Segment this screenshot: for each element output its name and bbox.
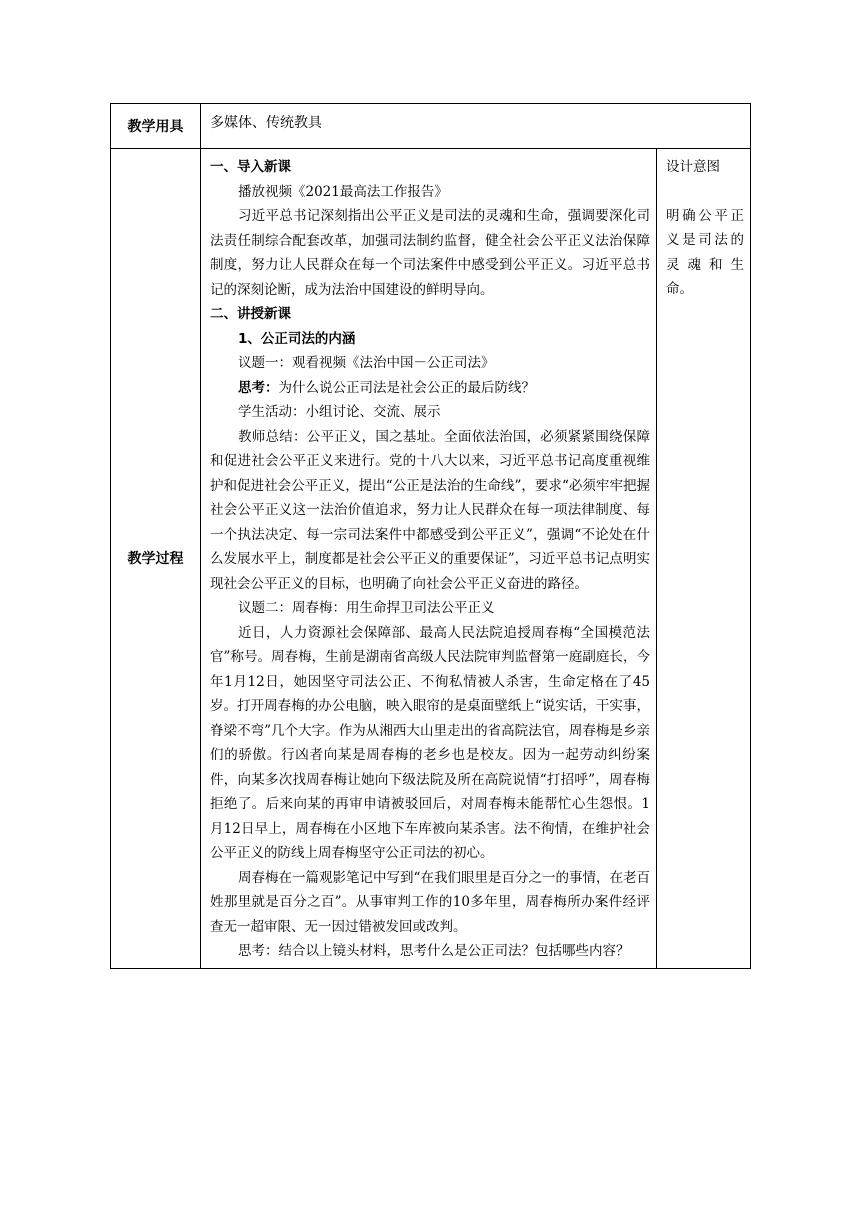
paragraph-intro: 习近平总书记深刻指出公平正义是司法的灵魂和生命，强调要深化司法责任制综合配套改革，加强司法制约监督，健全社会公平正义法治保障制度，努力让人民群众在每一个司法案件中感受到公平正义。习近平总书记的深刻论断，成为法治中国建设的鲜明导向。 <box>210 208 650 298</box>
think-label: 思考： <box>238 379 279 396</box>
think-question <box>210 376 650 401</box>
design-intent-title: 设计意图 <box>666 159 720 175</box>
teaching-process-content <box>201 149 657 969</box>
case-paragraph: 近日，人力资源社会保障部、最高人民法院追授周春梅“全国模范法官”称号。周春梅，生前是湖南省高级人民法院审判监督第一庭副庭长，今年1月12日，她因坚守司法公正、不徇私情被人杀害，生命定格在了45岁。打开周春梅的办公电脑，映入眼帘的是桌面壁纸上“说实话，干实事，脊梁不弯”几个大字。作为从湘西大山里走出的省高院法官，周春梅是乡亲们的骄傲。行凶者向某是周春梅的老乡也是校友。因为一起劳动纠纷案件，向某多次找周春梅让她向下级法院及所在高院说情“打招呼”，周春梅拒绝了。后来向某的再审申请被驳回后，对周春梅未能帮忙心生怨恨。1月12日早上，周春梅在小区地下车库被向某杀害。法不徇情，在维护社会公平正义的防线上周春梅坚守公正司法的初心。 <box>210 624 650 861</box>
final-question: 思考：结合以上镜头材料，思考什么是公正司法？包括哪些内容？ <box>238 943 630 959</box>
teaching-process-label: 教学过程 <box>111 149 201 969</box>
lesson-plan-table <box>110 103 751 969</box>
teaching-tools-value: 多媒体、传统教具 <box>201 104 751 149</box>
subsection-heading: 1、公正司法的内涵 <box>238 330 356 347</box>
case-note-paragraph: 周春梅在一篇观影笔记中写到“在我们眼里是百分之一的事情，在老百姓那里就是百分之百”。从事审判工作的10多年里，周春梅所办案件经评查无一超审限、无一因过错被发回或改判。 <box>210 869 650 935</box>
student-activity: 学生活动：小组讨论、交流、展示 <box>238 404 441 420</box>
teaching-tools-row <box>111 104 751 149</box>
design-intent-column <box>657 149 751 969</box>
paragraph-video: 播放视频《2021最高法工作报告》 <box>238 183 448 200</box>
topic-two: 议题二：周春梅：用生命捍卫司法公平正义 <box>238 600 495 616</box>
design-intent-note: 明确公平正义是司法的灵魂和生命。 <box>666 207 744 297</box>
teaching-tools-label: 教学用具 <box>111 104 201 149</box>
section-heading-intro: 一、导入新课 <box>210 159 291 175</box>
teaching-process-row <box>111 149 751 969</box>
teacher-summary: 教师总结：公平正义，国之基址。全面依法治国，必须紧紧围绕保障和促进社会公平正义来进行。党的十八大以来，习近平总书记高度重视维护和促进社会公平正义，提出“公正是法治的生命线”，要求“必须牢牢把握社会公平正义这一法治价值追求，努力让人民群众在每一项法律制度、每一个执法决定、每一宗司法案件中都感受到公平正义”，强调“不论处在什么发展水平上，制度都是社会公平正义的重要保证”，习近平总书记点明实现社会公平正义的目标，也明确了向社会公平正义奋进的路径。 <box>210 428 650 592</box>
think-text: 为什么说公正司法是社会公正的最后防线？ <box>278 379 535 396</box>
topic-one: 议题一：观看视频《法治中国－公正司法》 <box>238 355 495 371</box>
section-heading-lecture: 二、讲授新课 <box>210 306 291 322</box>
